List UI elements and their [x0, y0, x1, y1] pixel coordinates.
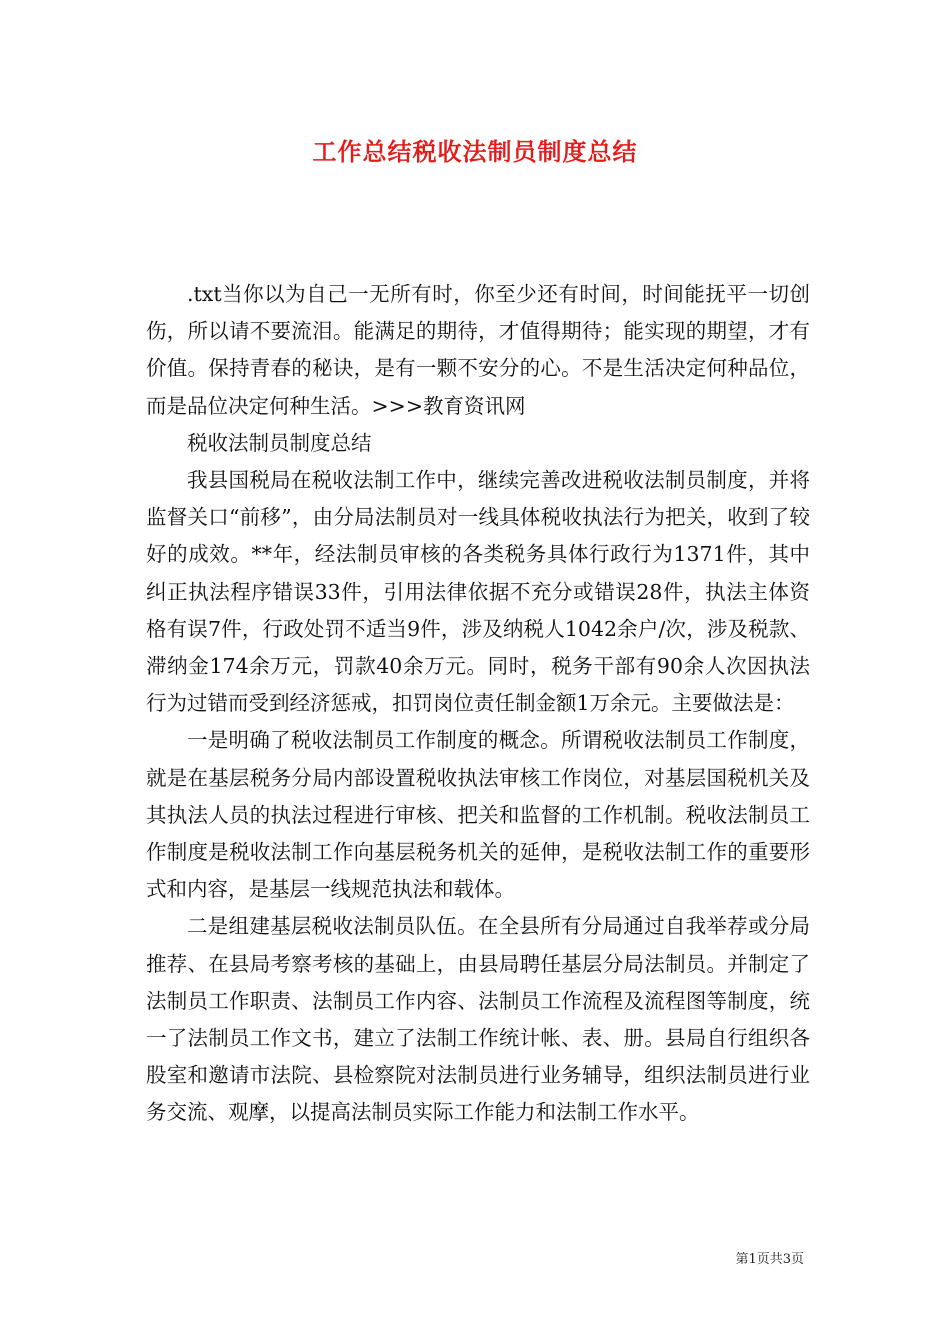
- paragraph-summary: 我县国税局在税收法制工作中，继续完善改进税收法制员制度，并将监督关口“前移”，由分局法制员对一线具体税收执法行为把关，收到了较好的成效。**年，经法制员审核的各类税务具体行政行为1371件，其中纠正执法程序错误33件，引用法律依据不充分或错误28件，执法主体资格有误7件，行政处罚不适当9件，涉及纳税人1042余户/次，涉及税款、滞纳金174余万元，罚款40余万元。同时，税务干部有90余人次因执法行为过错而受到经济惩戒，扣罚岗位责任制金额1万余元。主要做法是：: [146, 468, 810, 716]
- document-title: 工作总结税收法制员制度总结: [312, 137, 638, 166]
- paragraph-subtitle: 税收法制员制度总结: [187, 430, 372, 455]
- document-body: [146, 276, 810, 1132]
- paragraph-point-one: 一是明确了税收法制员工作制度的概念。所谓税收法制员工作制度，就是在基层税务分局内部设置税收执法审核工作岗位，对基层国税机关及其执法人员的执法过程进行审核、把关和监督的工作机制。税收法制员工作制度是税收法制工作向基层税务机关的延伸，是税收法制工作的重要形式和内容，是基层一线规范执法和载体。: [146, 728, 810, 902]
- page-number-footer: 第1页共3页: [735, 1252, 804, 1267]
- paragraph-intro: .txt当你以为自己一无所有时，你至少还有时间，时间能抚平一切创伤，所以请不要流泪。能满足的期待，才值得期待；能实现的期望，才有价值。保持青春的秘诀，是有一颗不安分的心。不是生活决定何种品位，而是品位决定何种生活。>>>教育资讯网: [146, 282, 810, 418]
- paragraph-point-two: 二是组建基层税收法制员队伍。在全县所有分局通过自我举荐或分局推荐、在县局考察考核的基础上，由县局聘任基层分局法制员。并制定了法制员工作职责、法制员工作内容、法制员工作流程及流程图等制度，统一了法制员工作文书，建立了法制工作统计帐、表、册。县局自行组织各股室和邀请市法院、县检察院对法制员进行业务辅导，组织法制员进行业务交流、观摩，以提高法制员实际工作能力和法制工作水平。: [146, 914, 810, 1125]
